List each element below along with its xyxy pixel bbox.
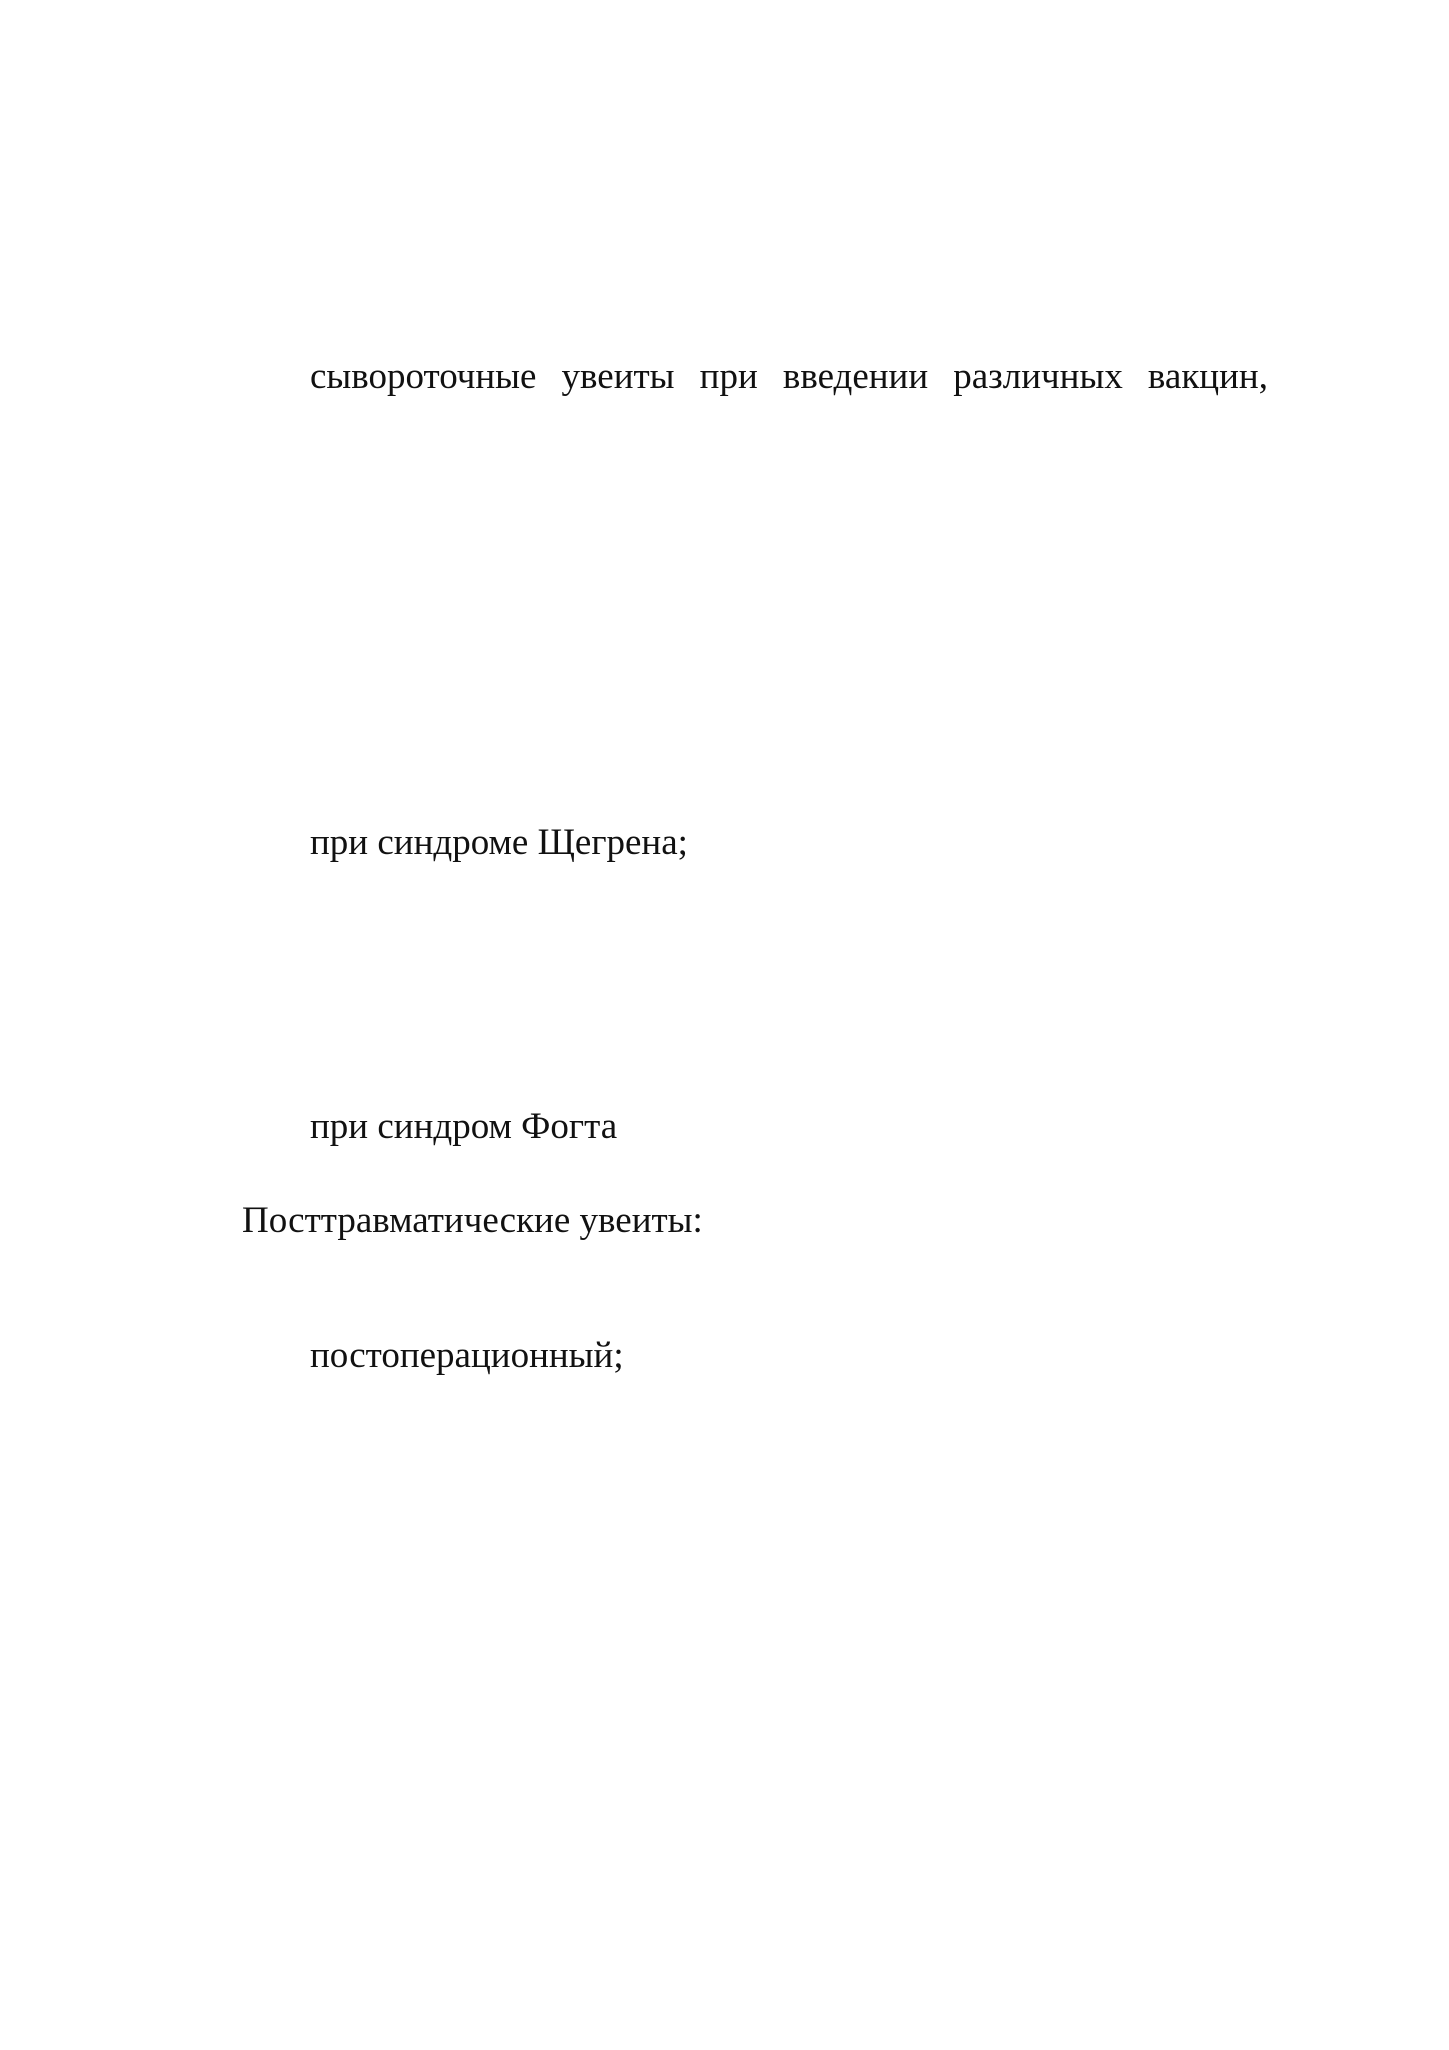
text-line-vaccine-uveitis <box>310 354 1268 400</box>
word: увеиты <box>561 356 675 397</box>
word: вакцин, <box>1147 356 1268 397</box>
text-line-postoperative: постоперационный; <box>310 1335 624 1376</box>
word: сывороточные <box>310 356 537 397</box>
word: различных <box>953 356 1123 397</box>
word: введении <box>782 356 929 397</box>
section-heading-posttraumatic: Посттравматические увеиты: <box>242 1200 703 1241</box>
text-line-vogt: при синдром Фогта <box>310 1106 618 1147</box>
text-line-sjogren: при синдроме Щегрена; <box>310 822 688 863</box>
word: при <box>699 356 758 397</box>
